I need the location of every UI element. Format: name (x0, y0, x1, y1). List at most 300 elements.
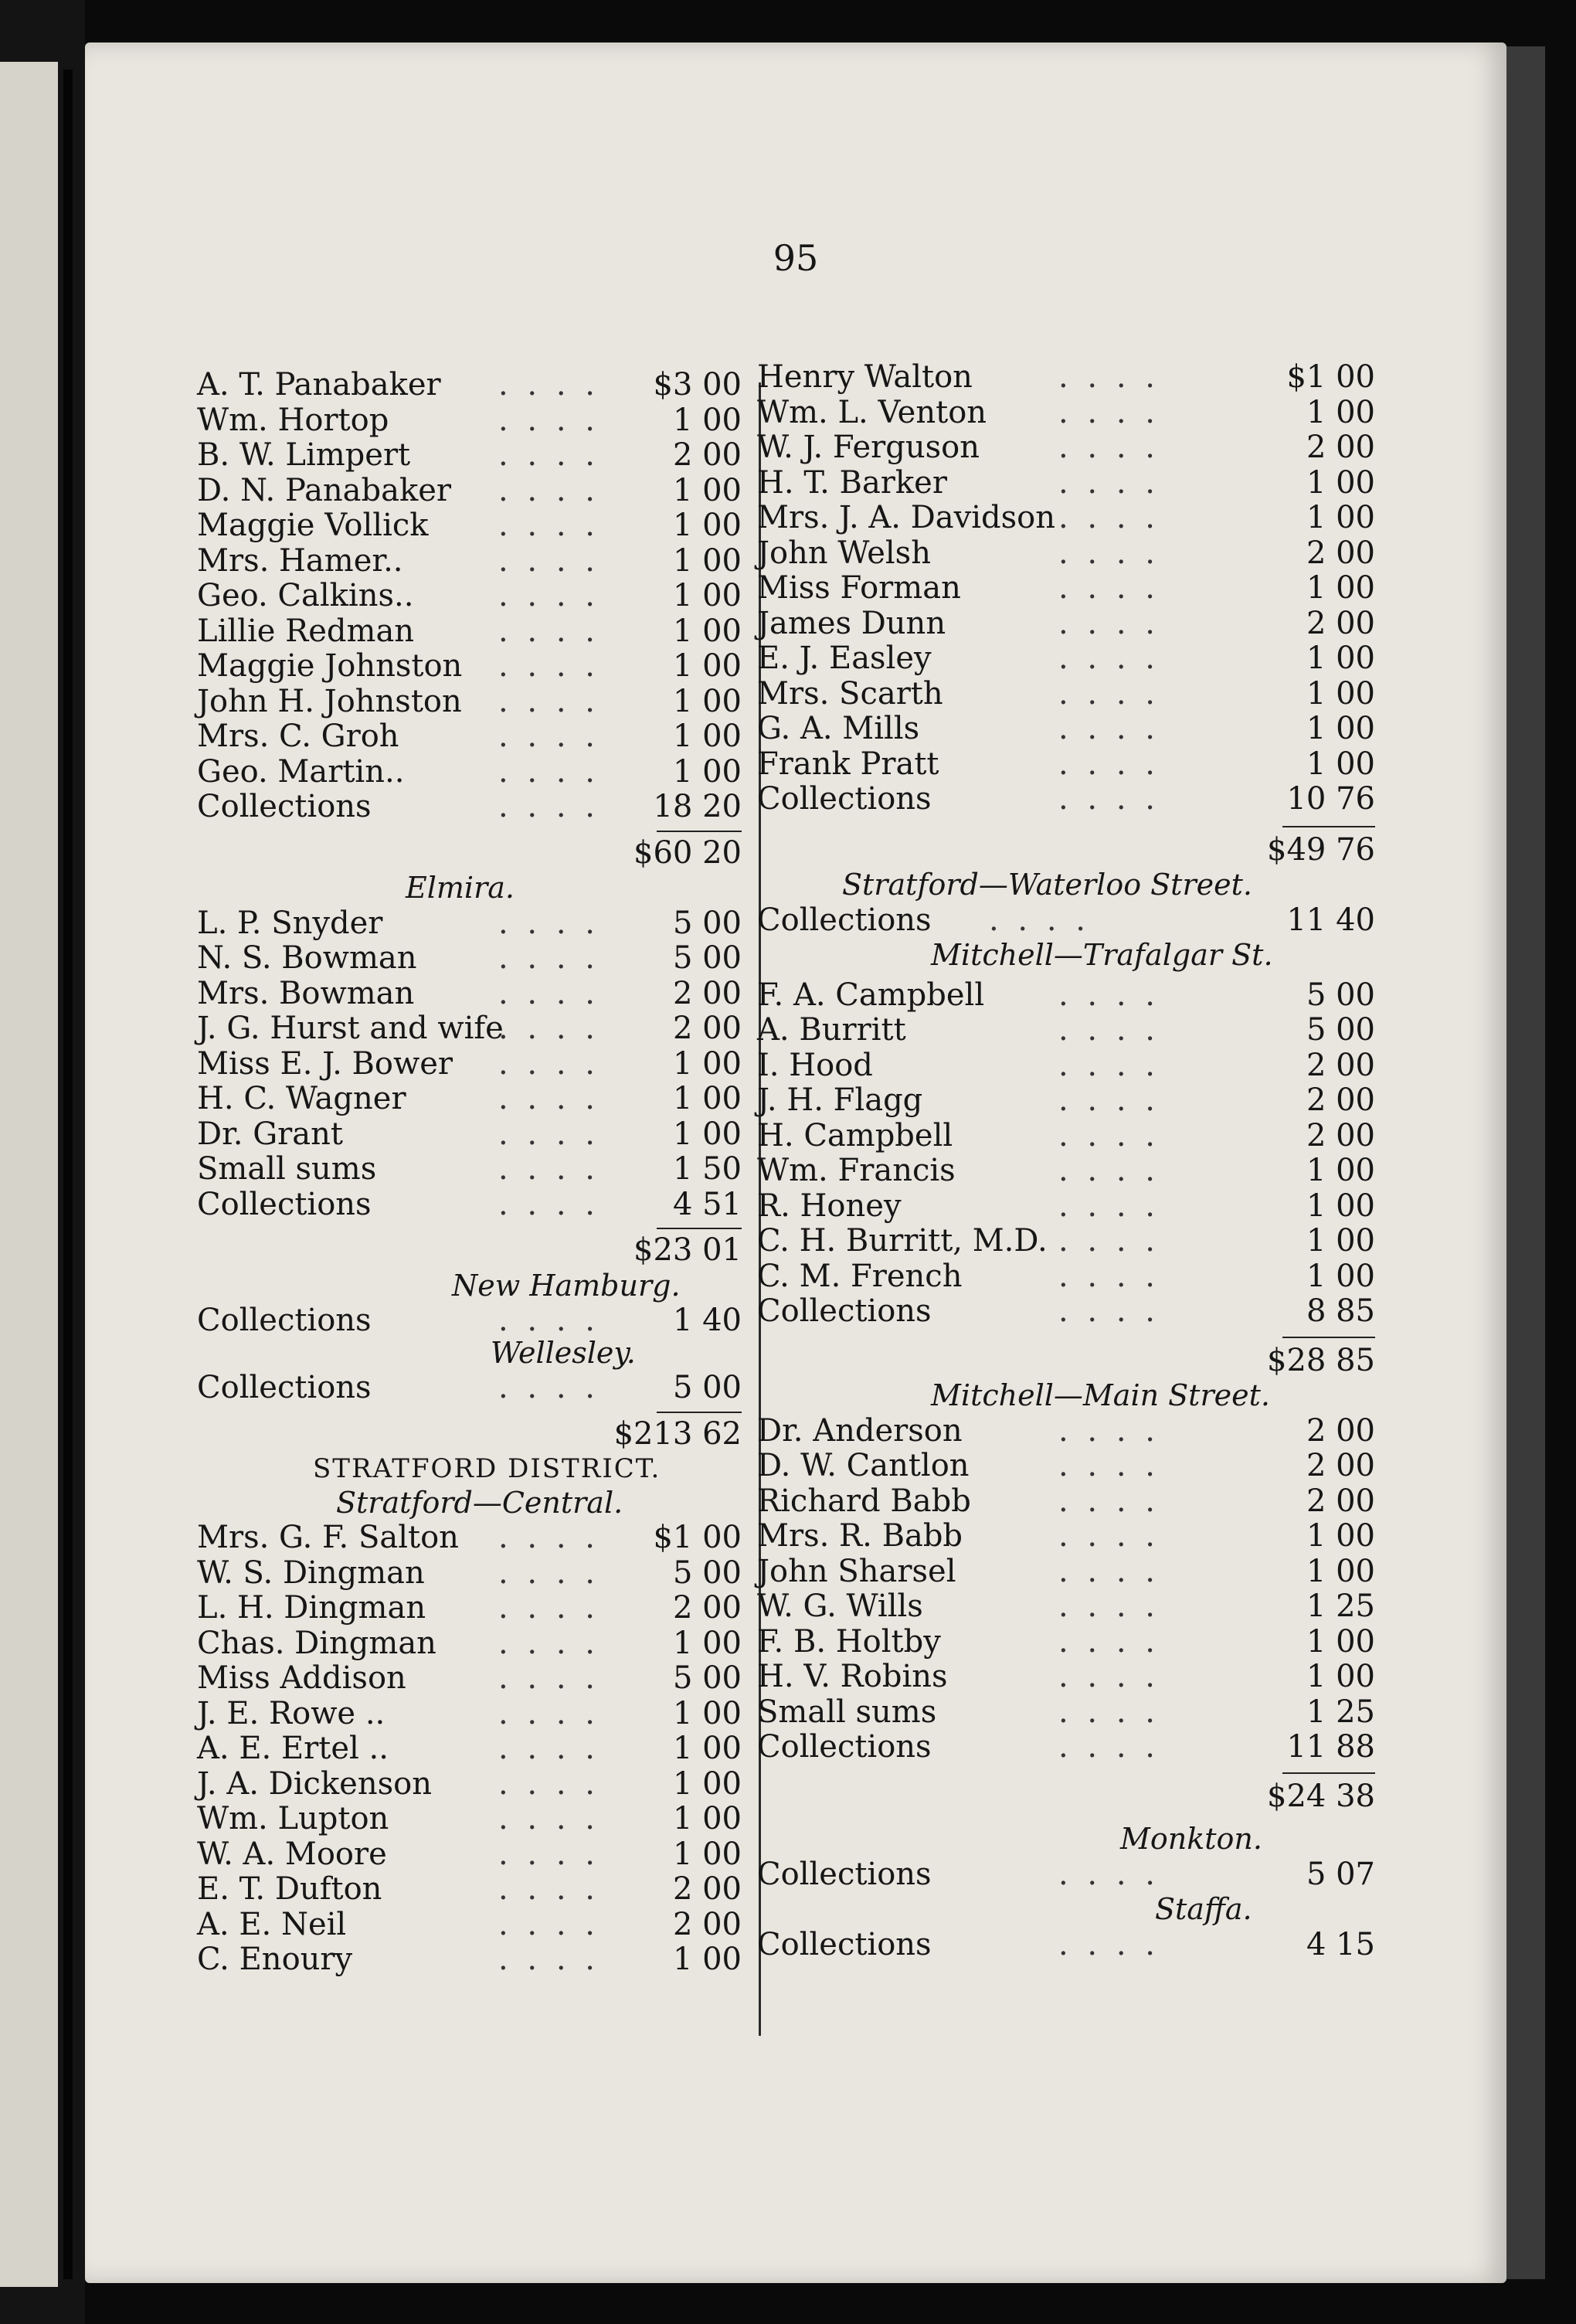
leader-dots: . . . . (498, 1801, 600, 1836)
donation-amount: 1 00 (672, 1801, 742, 1836)
leader-dots: . . . . (1058, 675, 1160, 712)
left-top-row (197, 754, 742, 790)
leader-dots: . . . . (1058, 746, 1160, 782)
donation-amount: 2 00 (672, 437, 742, 473)
leader-dots: . . . . (498, 1695, 600, 1731)
donation-amount: 1 00 (672, 1942, 742, 1977)
donor-name: Collections (197, 1186, 372, 1222)
stratford-central-row (197, 1696, 742, 1731)
new-hamburg-row (197, 1303, 742, 1338)
district-heading: STRATFORD DISTRICT. (313, 1453, 661, 1484)
donation-amount: 1 00 (1306, 675, 1375, 712)
donation-amount: 1 00 (672, 1731, 742, 1766)
donor-name: J. H. Flagg (757, 1082, 923, 1118)
leader-dots: . . . . (498, 542, 600, 579)
leader-dots: . . . . (498, 613, 600, 649)
donor-name: D. N. Panabaker (197, 472, 452, 508)
grand-total: $213 62 (613, 1415, 742, 1452)
donation-amount: 10 76 (1286, 781, 1375, 817)
donation-amount: 1 40 (672, 1303, 742, 1338)
leader-dots: . . . . (498, 1942, 600, 1977)
leader-dots: . . . . (1058, 605, 1160, 641)
leader-dots: . . . . (498, 719, 600, 754)
donor-name: R. Honey (757, 1187, 902, 1224)
donation-amount: 1 00 (672, 1836, 742, 1872)
stratford-central-row (197, 1801, 742, 1836)
leader-dots: . . . . (1058, 1412, 1160, 1449)
leader-dots: . . . . (1058, 1926, 1160, 1962)
donor-name: W. G. Wills (757, 1588, 923, 1624)
leader-dots: . . . . (498, 1370, 600, 1405)
donation-amount: 5 00 (672, 940, 742, 976)
donor-name: W. A. Moore (197, 1836, 387, 1872)
right-top-row (757, 500, 1375, 535)
right-top-row (757, 395, 1375, 430)
donor-name: W. S. Dingman (197, 1554, 425, 1591)
donor-name: J. G. Hurst and wife (197, 1011, 504, 1046)
total-rule (1282, 1772, 1375, 1774)
mitchell-trafalgar-row (757, 1223, 1375, 1259)
donation-amount: 1 00 (1306, 1518, 1375, 1554)
donation-amount: $1 00 (1286, 359, 1375, 395)
leader-dots: . . . . (498, 1186, 600, 1222)
donation-amount: 2 00 (672, 1011, 742, 1046)
donor-name: E. J. Easley (757, 640, 932, 676)
donor-name: Mrs. Bowman (197, 975, 415, 1011)
leader-dots: . . . . (1058, 1153, 1160, 1188)
left-top-row (197, 613, 742, 649)
leader-dots: . . . . (1058, 1223, 1160, 1259)
section-title-new-hamburg: New Hamburg. (452, 1268, 681, 1303)
donor-name: Miss E. J. Bower (197, 1045, 453, 1082)
leader-dots: . . . . (1058, 1293, 1160, 1329)
donor-name: James Dunn (757, 605, 946, 641)
donation-amount: 1 00 (672, 719, 742, 754)
donation-amount: 1 00 (672, 1765, 742, 1802)
right-top-row (757, 606, 1375, 641)
elmira-row (197, 1116, 742, 1152)
leader-dots: . . . . (498, 1590, 600, 1626)
donation-amount: 1 00 (1306, 1659, 1375, 1694)
donation-amount: 2 00 (1306, 535, 1375, 571)
right-top-row (757, 746, 1375, 782)
donor-name: J. A. Dickenson (197, 1765, 432, 1802)
leader-dots: . . . . (1058, 977, 1160, 1013)
donation-amount: 2 00 (1306, 1117, 1375, 1154)
leader-dots: . . . . (498, 1871, 600, 1907)
leader-dots: . . . . (498, 1625, 600, 1661)
donor-name: Richard Babb (757, 1483, 971, 1519)
mitchell-trafalgar-row (757, 1293, 1375, 1329)
section-title-stratford-central: Stratford—Central. (336, 1485, 623, 1520)
donation-amount: 1 00 (1306, 746, 1375, 782)
donation-amount: 2 00 (1306, 605, 1375, 641)
leader-dots: . . . . (498, 975, 600, 1011)
donation-amount: 1 00 (1306, 1223, 1375, 1259)
right-top-row (757, 640, 1375, 676)
mitchell-trafalgar-row (757, 1012, 1375, 1048)
donor-name: Dr. Grant (197, 1116, 343, 1152)
donor-name: I. Hood (757, 1047, 873, 1083)
leader-dots: . . . . (498, 1836, 600, 1872)
right-top-row (757, 711, 1375, 746)
donation-amount: 1 00 (1306, 1623, 1375, 1660)
donor-name: Lillie Redman (197, 613, 415, 649)
leader-dots: . . . . (1058, 1448, 1160, 1483)
donor-name: Wm. Lupton (197, 1801, 389, 1836)
leader-dots: . . . . (1058, 1258, 1160, 1294)
donor-name: A. E. Neil (197, 1906, 347, 1942)
donor-name: W. J. Ferguson (757, 430, 980, 465)
mitchell-main-total: $24 38 (1267, 1778, 1375, 1814)
facing-page-edge (0, 62, 58, 2287)
donor-name: Collections (757, 1856, 932, 1892)
leader-dots: . . . . (498, 1045, 600, 1082)
mitchell-main-row (757, 1554, 1375, 1589)
donor-name: C. Enoury (197, 1942, 353, 1977)
right-top-row (757, 359, 1375, 395)
donation-amount: 1 00 (672, 402, 742, 438)
donor-name: Dr. Anderson (757, 1412, 963, 1449)
donation-amount: 1 00 (672, 683, 742, 719)
leader-dots: . . . . (498, 402, 600, 438)
leader-dots: . . . . (1058, 1694, 1160, 1730)
donation-amount: 1 00 (1306, 640, 1375, 676)
donation-amount: 4 51 (672, 1186, 742, 1222)
donor-name: Collections (197, 1303, 372, 1338)
donor-name: H. C. Wagner (197, 1081, 406, 1116)
leader-dots: . . . . (498, 1731, 600, 1766)
donor-name: Mrs. G. F. Salton (197, 1520, 459, 1555)
leader-dots: . . . . (498, 508, 600, 543)
leader-dots: . . . . (498, 1906, 600, 1942)
leader-dots: . . . . (1058, 535, 1160, 571)
elmira-row (197, 1187, 742, 1222)
donation-amount: 1 00 (672, 1625, 742, 1661)
elmira-row (197, 1081, 742, 1116)
donor-name: Mrs. Hamer.. (197, 542, 403, 579)
donation-amount: 1 00 (1306, 1153, 1375, 1188)
donation-amount: 1 00 (672, 613, 742, 649)
donor-name: Collections (757, 1293, 932, 1329)
donation-amount: 11 40 (1286, 902, 1375, 938)
mitchell-trafalgar-row (757, 1118, 1375, 1154)
mitchell-trafalgar-row (757, 1153, 1375, 1188)
subtotal: $60 20 (633, 834, 742, 871)
donation-amount: 1 00 (672, 542, 742, 579)
donation-amount: 2 00 (1306, 1448, 1375, 1483)
donation-amount: 5 00 (672, 1370, 742, 1405)
donor-name: Collections (757, 781, 932, 817)
donation-amount: 1 00 (672, 1116, 742, 1152)
donation-amount: 1 00 (672, 508, 742, 543)
donation-amount: 1 25 (1306, 1588, 1375, 1624)
section-title-elmira: Elmira. (406, 871, 515, 905)
leader-dots: . . . . (1058, 359, 1160, 395)
donor-name: B. W. Limpert (197, 437, 411, 473)
donation-amount: 11 88 (1286, 1729, 1375, 1765)
donor-name: L. P. Snyder (197, 905, 383, 941)
donation-amount: 5 07 (1306, 1856, 1375, 1892)
donor-name: N. S. Bowman (197, 940, 417, 976)
donation-amount: 1 50 (672, 1151, 742, 1187)
leader-dots: . . . . (1058, 781, 1160, 817)
donor-name: Mrs. C. Groh (197, 719, 399, 754)
leader-dots: . . . . (498, 367, 600, 403)
stratford-central-row (197, 1836, 742, 1872)
elmira-row (197, 1011, 742, 1046)
donor-name: Wm. Francis (757, 1153, 956, 1188)
stratford-central-row (197, 1555, 742, 1591)
donor-name: Small sums (757, 1694, 937, 1730)
total-rule (1282, 1337, 1375, 1338)
leader-dots: . . . . (1058, 570, 1160, 606)
donation-amount: 18 20 (653, 789, 742, 824)
left-top-row (197, 437, 742, 473)
donation-amount: 2 00 (1306, 430, 1375, 465)
left-top-row (197, 789, 742, 824)
leader-dots: . . . . (498, 1520, 600, 1555)
elmira-row (197, 1151, 742, 1187)
donation-amount: 8 85 (1306, 1293, 1375, 1329)
page-stack-edge (1506, 46, 1545, 2279)
donation-amount: 2 00 (672, 975, 742, 1011)
mitchell-main-row (757, 1448, 1375, 1483)
donor-name: Collections (757, 902, 932, 938)
leader-dots: . . . . (1058, 1483, 1160, 1519)
donor-name: Frank Pratt (757, 746, 939, 782)
stratford-central-row (197, 1907, 742, 1942)
leader-dots: . . . . (1058, 430, 1160, 465)
leader-dots: . . . . (1058, 1518, 1160, 1554)
section-title-monkton: Monkton. (1120, 1822, 1262, 1856)
donor-name: Henry Walton (757, 359, 973, 395)
left-top-row (197, 403, 742, 438)
right-subtotal: $49 76 (1267, 831, 1375, 868)
donor-name: Wm. Hortop (197, 402, 389, 438)
donor-name: Collections (757, 1926, 932, 1962)
mitchell-main-row (757, 1518, 1375, 1554)
donation-amount: 1 00 (672, 648, 742, 684)
donor-name: F. A. Campbell (757, 977, 985, 1013)
left-top-row (197, 684, 742, 719)
right-top-row (757, 781, 1375, 817)
stratford-central-row (197, 1942, 742, 1977)
page-number: 95 (773, 237, 819, 279)
donor-name: Maggie Vollick (197, 508, 429, 543)
left-top-row (197, 648, 742, 684)
donor-name: L. H. Dingman (197, 1590, 426, 1626)
leader-dots: . . . . (498, 1011, 600, 1046)
donation-amount: 2 00 (1306, 1047, 1375, 1083)
donation-amount: 1 00 (672, 472, 742, 508)
donation-amount: 2 00 (672, 1871, 742, 1907)
left-top-row (197, 578, 742, 613)
leader-dots: . . . . (1058, 1856, 1160, 1892)
book-page (85, 42, 1506, 2283)
mitchell-trafalgar-row (757, 1082, 1375, 1118)
donor-name: H. Campbell (757, 1117, 953, 1154)
wellesley-row (197, 1370, 742, 1405)
left-top-row (197, 473, 742, 508)
section-title-mitchell-main: Mitchell—Main Street. (931, 1378, 1270, 1412)
leader-dots: . . . . (498, 1765, 600, 1802)
binding-gutter (63, 70, 73, 2279)
leader-dots: . . . . (498, 1660, 600, 1696)
donor-name: Geo. Martin.. (197, 753, 405, 790)
donation-amount: $3 00 (653, 367, 742, 403)
donation-amount: 1 00 (1306, 570, 1375, 606)
leader-dots: . . . . (498, 1151, 600, 1187)
donation-amount: 1 00 (672, 1045, 742, 1082)
donation-amount: 1 00 (1306, 394, 1375, 430)
stratford-central-row (197, 1731, 742, 1766)
leader-dots: . . . . (1058, 394, 1160, 430)
donor-name: Mrs. R. Babb (757, 1518, 963, 1554)
donation-amount: 2 00 (672, 1590, 742, 1626)
donation-amount: 1 00 (1306, 711, 1375, 746)
leader-dots: . . . . (498, 1554, 600, 1591)
leader-dots: . . . . (498, 648, 600, 684)
total-rule (657, 1228, 742, 1229)
donor-name: G. A. Mills (757, 711, 920, 746)
total-rule (657, 831, 742, 832)
leader-dots: . . . . (498, 437, 600, 473)
right-top-row (757, 430, 1375, 465)
donor-name: Geo. Calkins.. (197, 578, 414, 613)
donor-name: Collections (757, 1729, 932, 1765)
leader-dots: . . . . (1058, 464, 1160, 501)
mitchell-trafalgar-row (757, 1259, 1375, 1294)
section-title-mitchell-trafalgar: Mitchell—Trafalgar St. (931, 938, 1273, 972)
donation-amount: 2 00 (1306, 1483, 1375, 1519)
stratford-central-row (197, 1871, 742, 1907)
monkton-row (757, 1857, 1375, 1892)
stratford-central-row (197, 1766, 742, 1802)
leader-dots: . . . . (1058, 1659, 1160, 1694)
donor-name: Mrs. Scarth (757, 675, 943, 712)
elmira-total: $23 01 (633, 1232, 742, 1268)
leader-dots: . . . . (1058, 1623, 1160, 1660)
leader-dots: . . . . (498, 1081, 600, 1116)
donation-amount: 1 25 (1306, 1694, 1375, 1730)
donor-name: John Welsh (757, 535, 931, 571)
leader-dots: . . . . (498, 578, 600, 613)
donor-name: John Sharsel (757, 1553, 956, 1589)
mitchell-trafalgar-row (757, 977, 1375, 1013)
leader-dots: . . . . (498, 789, 600, 824)
leader-dots: . . . . (1058, 1729, 1160, 1765)
mitchell-trafalgar-row (757, 1048, 1375, 1083)
leader-dots: . . . . (498, 940, 600, 976)
donation-amount: 4 15 (1306, 1926, 1375, 1962)
section-title-wellesley: Wellesley. (491, 1335, 636, 1370)
donor-name: J. E. Rowe .. (197, 1695, 386, 1731)
donation-amount: 1 00 (672, 1695, 742, 1731)
donor-name: Miss Addison (197, 1660, 406, 1696)
left-top-row (197, 719, 742, 754)
right-top-row (757, 465, 1375, 501)
donation-amount: 2 00 (1306, 1412, 1375, 1449)
mitchell-main-row (757, 1624, 1375, 1660)
leader-dots: . . . . (498, 1116, 600, 1152)
leader-dots: . . . . (989, 902, 1091, 938)
leader-dots: . . . . (1058, 711, 1160, 746)
donation-amount: 1 00 (1306, 500, 1375, 535)
donation-amount: $1 00 (653, 1520, 742, 1555)
leader-dots: . . . . (1058, 1047, 1160, 1083)
donation-amount: 1 00 (1306, 1258, 1375, 1294)
elmira-row (197, 940, 742, 976)
donor-name: Collections (197, 1370, 372, 1405)
donation-amount: 1 00 (1306, 1553, 1375, 1589)
left-top-row (197, 367, 742, 403)
leader-dots: . . . . (1058, 500, 1160, 535)
donor-name: Collections (197, 789, 372, 824)
mitchell-main-row (757, 1413, 1375, 1449)
section-title-staffa: Staffa. (1155, 1892, 1252, 1926)
donation-amount: 5 00 (1306, 977, 1375, 1013)
donor-name: E. T. Dufton (197, 1871, 382, 1907)
leader-dots: . . . . (1058, 1187, 1160, 1224)
donor-name: John H. Johnston (197, 683, 462, 719)
donation-amount: 5 00 (672, 1660, 742, 1696)
left-top-row (197, 543, 742, 579)
donor-name: Miss Forman (757, 570, 961, 606)
mitchell-trafalgar-total: $28 85 (1267, 1342, 1375, 1378)
donor-name: Chas. Dingman (197, 1625, 436, 1661)
total-rule (657, 1412, 742, 1413)
mitchell-main-row (757, 1483, 1375, 1519)
donation-amount: 1 00 (672, 753, 742, 790)
section-title-waterloo: Stratford—Waterloo Street. (842, 868, 1252, 902)
mitchell-main-row (757, 1729, 1375, 1765)
donation-amount: 2 00 (1306, 1082, 1375, 1118)
leader-dots: . . . . (498, 905, 600, 941)
donor-name: F. B. Holtby (757, 1623, 941, 1660)
donation-amount: 1 00 (672, 1081, 742, 1116)
leader-dots: . . . . (1058, 1553, 1160, 1589)
leader-dots: . . . . (1058, 1082, 1160, 1118)
donor-name: Wm. L. Venton (757, 394, 987, 430)
donor-name: Mrs. J. A. Davidson (757, 500, 1055, 535)
donor-name: Small sums (197, 1151, 377, 1187)
leader-dots: . . . . (1058, 640, 1160, 676)
leader-dots: . . . . (1058, 1588, 1160, 1624)
donation-amount: 2 00 (672, 1906, 742, 1942)
donation-amount: 5 00 (1306, 1012, 1375, 1048)
leader-dots: . . . . (1058, 1117, 1160, 1154)
staffa-row (757, 1927, 1375, 1962)
donor-name: C. H. Burritt, M.D. (757, 1223, 1048, 1259)
leader-dots: . . . . (498, 1303, 600, 1338)
stratford-central-row (197, 1660, 742, 1696)
donation-amount: 1 00 (1306, 464, 1375, 501)
elmira-row (197, 976, 742, 1011)
donation-amount: 1 00 (1306, 1187, 1375, 1224)
donor-name: H. T. Barker (757, 464, 947, 501)
donor-name: H. V. Robins (757, 1659, 948, 1694)
donor-name: A. T. Panabaker (197, 367, 441, 403)
elmira-row (197, 905, 742, 941)
donation-amount: 1 00 (672, 578, 742, 613)
leader-dots: . . . . (1058, 1012, 1160, 1048)
mitchell-main-row (757, 1588, 1375, 1624)
right-top-row (757, 676, 1375, 712)
stratford-central-row (197, 1520, 742, 1555)
mitchell-trafalgar-row (757, 1188, 1375, 1224)
mitchell-main-row (757, 1659, 1375, 1694)
